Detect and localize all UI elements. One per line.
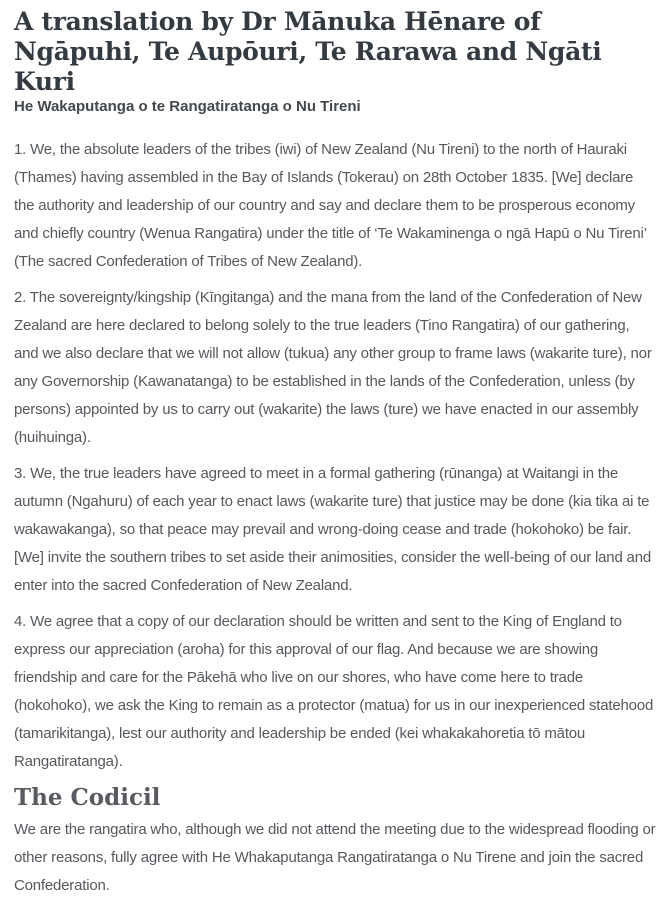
declaration-paragraph-1: 1. We, the absolute leaders of the tribes (iwi) of New Zealand (Nu Tireni) to the north of Hauraki (Thames) having assembled in the Bay of Islands (Tokerau) on 28th October 1835. [We] declare the authority and leadership of our country and say and declare them to be prosperous economy and chiefly country (Wenua Rangatira) under the title of ‘Te Wakaminenga o ngā Hapū o Nu Tireni’ (The sacred Confederation of Tribes of New Zealand). [14,141,647,270]
codicil-heading: The Codicil [14,784,161,811]
article-subtitle: He Wakaputanga o te Rangatiratanga o Nu Tireni [14,98,361,115]
declaration-paragraph-2: 2. The sovereignty/kingship (Kīngitanga) and the mana from the land of the Confederation of New Zealand are here declared to belong solely to the true leaders (Tino Rangatira) of our gathering, and we also declare that we will not allow (tukua) any other group to frame laws (wakarite ture), nor any Governorship (Kawanatanga) to be established in the lands of the Confederation, unless (by persons) appointed by us to carry out (wakarite) the laws (ture) we have enacted in our assembly (huihuinga). [14,289,652,446]
declaration-paragraph-4: 4. We agree that a copy of our declaration should be written and sent to the King of England to express our appreciation (aroha) for this approval of our flag. And because we are showing friendship and care for the Pākehā who live on our shores, who have come here to trade (hokohoko), we ask the King to remain as a protector (matua) for us in our inexperienced statehood (tamarikitanga), lest our authority and leadership be ended (kei whakakahoretia tō mātou Rangatiratanga). [14,613,654,770]
codicil-paragraph: We are the rangatira who, although we did not attend the meeting due to the widespread flooding or other reasons, fully agree with He Whakaputanga Rangatiratanga o Nu Tirene and join the sacred Confederation. [14,821,656,894]
declaration-paragraph-3: 3. We, the true leaders have agreed to meet in a formal gathering (rūnanga) at Waitangi in the autumn (Ngahuru) of each year to enact laws (wakarite ture) that justice may be done (kia tika ai te wakawakanga), so that peace may prevail and wrong-doing cease and trade (hokohoko) be fair. [We] invite the southern tribes to set aside their animosities, consider the well-being of our land and enter into the sacred Confederation of New Zealand. [14,465,651,594]
article-title: A translation by Dr Mānuka Hēnare of Ngāpuhi, Te Aupōuri, Te Rarawa and Ngāti Kuri [14,7,602,96]
